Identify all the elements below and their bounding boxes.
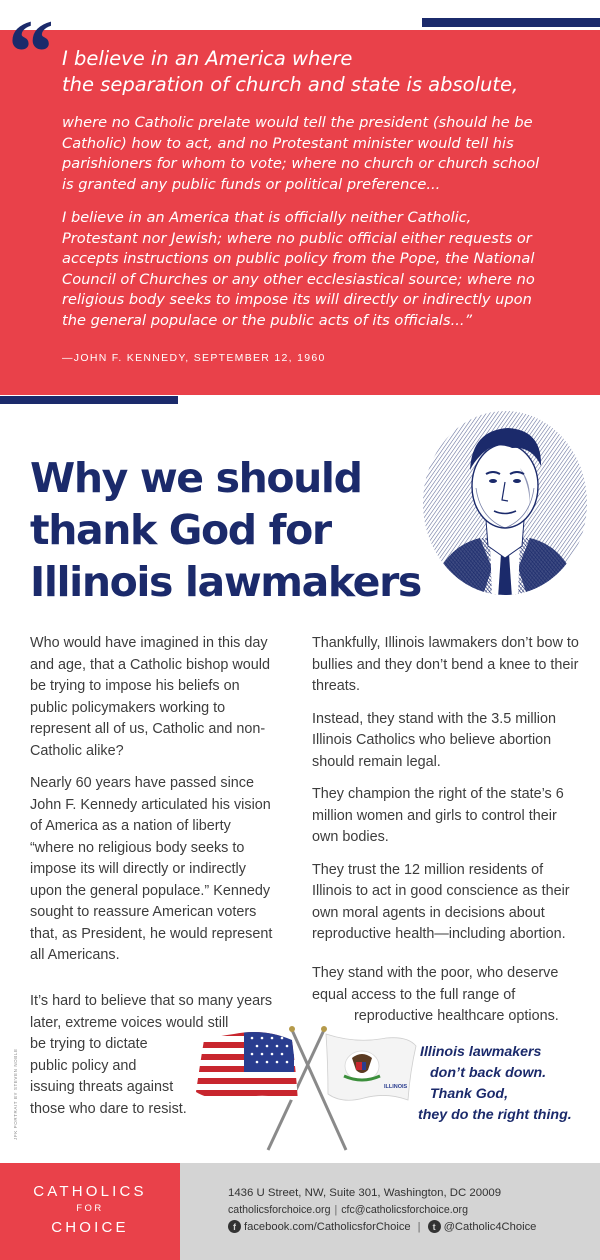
tagline-line: don’t back down.: [430, 1065, 547, 1081]
body-line: public policy and: [30, 1057, 137, 1074]
quote-line: is granted any public funds or political preference...: [62, 175, 441, 193]
quote-line: accepts instructions on public policy from the Pope, the National: [62, 250, 535, 268]
quote-attribution: —JOHN F. KENNEDY, SEPTEMBER 12, 1960: [62, 352, 326, 364]
headline: [30, 452, 430, 608]
quote-line: Protestant nor Jewish; where no public official either requests or: [62, 229, 532, 247]
quote-paragraph-2: [62, 208, 592, 332]
website-link[interactable]: catholicsforchoice.org: [228, 1204, 331, 1216]
tagline-line: they do the right thing.: [418, 1107, 572, 1123]
footer-web-line: [228, 1204, 468, 1216]
tagline-line: Thank God,: [430, 1086, 509, 1102]
quote-line: where no Catholic prelate would tell the president (should he be: [62, 114, 533, 131]
brand-logo-line: FOR: [76, 1203, 104, 1214]
body-line: issuing threats against: [30, 1079, 174, 1095]
headline-line: Why we should: [30, 454, 362, 502]
body-paragraph: They trust the 12 million residents of Illinois to act in good conscience as their own moral agents in decisions about reproductive health—including abortion.: [312, 861, 570, 942]
body-line: equal access to the full range of: [312, 986, 516, 1003]
tagline: [410, 1042, 590, 1126]
photo-credit-text: JFK PORTRAIT BY STEVEN NOBLE: [13, 1048, 18, 1140]
quote-paragraph-1: [62, 113, 592, 195]
twitter-icon: t: [428, 1220, 441, 1233]
brand-logo-line: CHOICE: [51, 1219, 129, 1236]
facebook-icon: f: [228, 1220, 241, 1233]
body-paragraph: They champion the right of the state’s 6 million women and girls to control their own bodies.: [312, 786, 564, 845]
body-paragraph: Thankfully, Illinois lawmakers don’t bow to bullies and they don’t bend a knee to their threats.: [312, 635, 579, 694]
quote-line: parishioners for whom to vote; where no church or church school: [62, 155, 540, 173]
facebook-link[interactable]: facebook.com/CatholicsforChoice: [244, 1220, 411, 1233]
right-column-closing-paragraph: [312, 963, 592, 1028]
jfk-portrait: [420, 408, 590, 598]
separator: |: [417, 1220, 421, 1233]
headline-line: thank God for: [30, 506, 331, 554]
body-paragraph: Instead, they stand with the 3.5 million Illinois Catholics who believe abortion should remain legal.: [312, 710, 556, 770]
quote-line: the general populace or the public acts of its officials...”: [62, 311, 473, 329]
email-link[interactable]: cfc@catholicsforchoice.org: [341, 1204, 468, 1216]
quote-line: Council of Churches or any other ecclesiastical source; where no: [62, 270, 535, 288]
separator: |: [334, 1204, 338, 1216]
headline-line: Illinois lawmakers: [30, 558, 421, 606]
body-paragraph: Nearly 60 years have passed since John F. Kennedy articulated his vision of America as a nation of liberty “where no religious body seeks to impose its will directly or indirectly upon the general populace.” Kennedy sought to reassure American voters that, as President, he would represent all Americans.: [30, 775, 273, 963]
quote-lead-line: I believe in an America where: [62, 47, 353, 70]
body-paragraph: Who would have imagined in this day and age, that a Catholic bishop would be trying to impose his beliefs on public policymakers working to represent all of us, Catholic and non-Catholic alike?: [30, 635, 271, 759]
quote-line: Catholic) how to act, and no Protestant minister would tell his: [62, 134, 514, 152]
quote-lead: [62, 46, 592, 98]
footer-address: 1436 U Street, NW, Suite 301, Washington, DC 20009: [228, 1187, 502, 1199]
body-line: reproductive healthcare options.: [354, 1008, 559, 1024]
body-line: They stand with the poor, who deserve: [312, 965, 559, 981]
bottom-accent-bar: [0, 396, 178, 404]
right-column: [312, 633, 584, 957]
quote-line: I believe in an America that is officially neither Catholic,: [62, 209, 472, 226]
brand-logo-line: CATHOLICS: [33, 1183, 147, 1200]
quote-line: religious body seeks to impose its will directly or indirectly upon: [62, 291, 532, 309]
photo-credit: [4, 1030, 16, 1140]
footer-social-line: [228, 1220, 536, 1233]
body-line: be trying to dictate: [30, 1036, 148, 1052]
tagline-line: Illinois lawmakers: [420, 1044, 542, 1060]
top-accent-bar: [422, 18, 600, 27]
quote-mark-icon: “: [8, 1, 44, 103]
body-line: later, extreme voices would still: [30, 1014, 229, 1031]
twitter-link[interactable]: @Catholic4Choice: [443, 1220, 537, 1233]
crossed-flags: [196, 1024, 418, 1154]
left-column: [30, 633, 278, 978]
body-line: those who dare to resist.: [30, 1100, 187, 1117]
body-line: It’s hard to believe that so many years: [30, 993, 273, 1009]
quote-lead-line: the separation of church and state is absolute,: [62, 73, 519, 96]
flag-text: ILLINOIS: [384, 1084, 408, 1090]
